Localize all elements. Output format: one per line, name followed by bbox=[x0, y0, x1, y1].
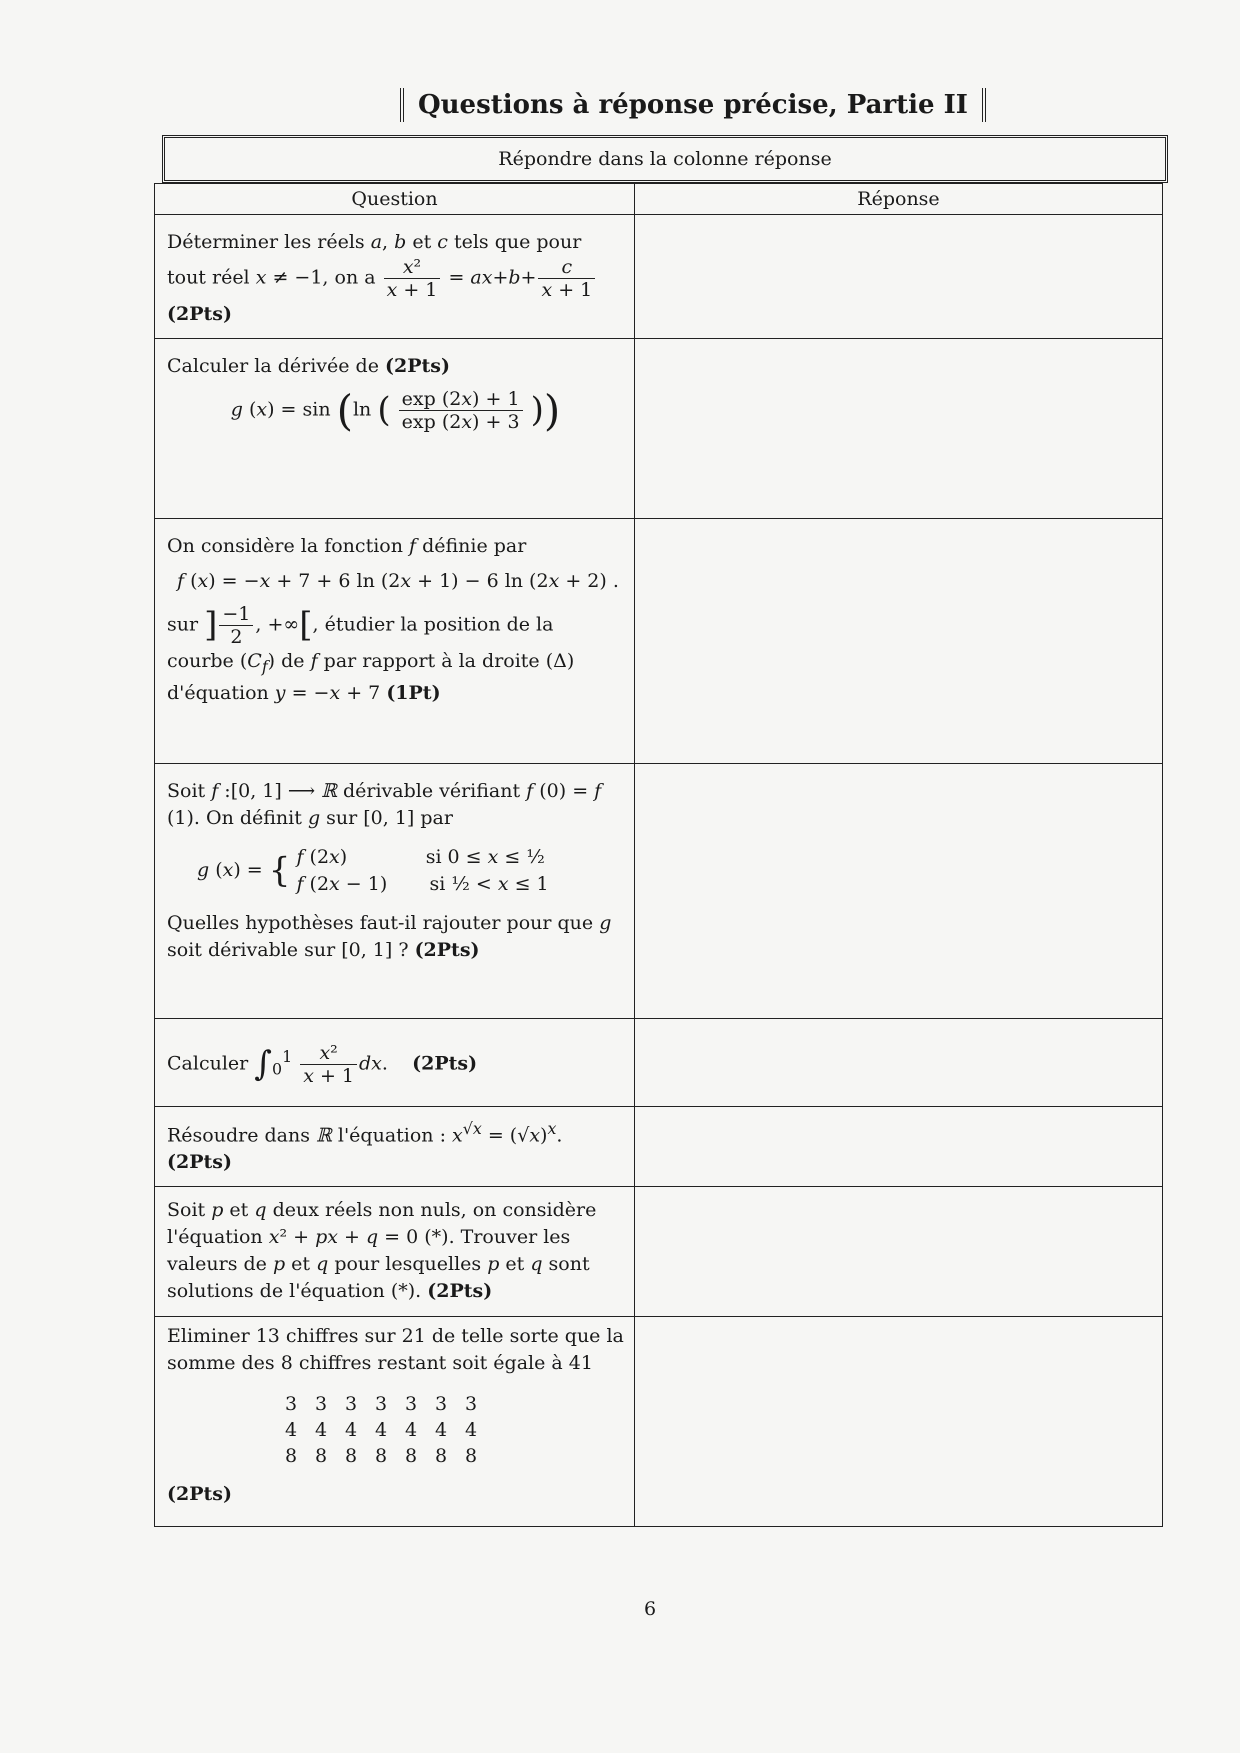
points-q3: (1Pt) bbox=[386, 681, 441, 704]
header-question: Question bbox=[155, 184, 635, 215]
table-row bbox=[155, 1317, 1163, 1527]
page-title: Questions à réponse précise, Partie II bbox=[400, 88, 986, 122]
points-q7: (2Pts) bbox=[427, 1280, 493, 1303]
points-q6: (2Pts) bbox=[167, 1151, 232, 1174]
points-q1: (2Pts) bbox=[167, 303, 232, 325]
question-4: Soit f :[0, 1] ⟶ ℝ dérivable vérifiant f (0) = f (1). On définit g sur [0, 1] par g (x) = { f (2x) si 0 ≤ x ≤ ½ f (2x − 1) si ½ < x ≤ 1 Quelles hypothèses faut-il rajouter pour que g soit dérivable sur [0, 1] ? (2Pts) bbox=[155, 764, 635, 1019]
answer-cell-7[interactable] bbox=[635, 1187, 1163, 1317]
points-q5: (2Pts) bbox=[412, 1052, 478, 1075]
question-sheet bbox=[150, 135, 1160, 1527]
question-7: Soit p et q deux réels non nuls, on considère l'équation x² + px + q = 0 (*). Trouver les valeurs de p et q pour lesquelles p et q sont solutions de l'équation (*). (2Pts) bbox=[155, 1187, 635, 1317]
question-2: Calculer la dérivée de (2Pts) g (x) = sin (ln ( $\frac{\exp (2x) + 1}{\exp (2x) + 3}$ )) bbox=[155, 339, 635, 519]
question-6: Résoudre dans ℝ l'équation : $x^{√x} = (√x)^x$. (2Pts) bbox=[155, 1107, 635, 1187]
table-row bbox=[155, 1107, 1163, 1187]
instruction-banner: Répondre dans la colonne réponse bbox=[162, 135, 1168, 183]
table-header-row bbox=[155, 184, 1163, 215]
answer-cell-1[interactable] bbox=[635, 215, 1163, 339]
digit-row-2: 4 4 4 4 4 4 4 bbox=[285, 1419, 478, 1442]
answer-cell-3[interactable] bbox=[635, 519, 1163, 764]
table-row bbox=[155, 339, 1163, 519]
question-3: On considère la fonction f définie par f (x) = −x + 7 + 6 ln (2x + 1) − 6 ln (2x + 2) . sur ] $\frac{-1}{2}$ , +∞[, étudier la position de la courbe $(C_f)$ de f par rapport à la droite (Δ) d'équation y = −x + 7 (1Pt) bbox=[155, 519, 635, 764]
table-row bbox=[155, 215, 1163, 339]
digit-grid bbox=[285, 1391, 624, 1469]
table-row bbox=[155, 764, 1163, 1019]
header-answer: Réponse bbox=[635, 184, 1163, 215]
points-q4: (2Pts) bbox=[414, 939, 480, 961]
digit-row-1: 3 3 3 3 3 3 3 bbox=[285, 1393, 478, 1416]
answer-cell-5[interactable] bbox=[635, 1019, 1163, 1107]
points-q8: (2Pts) bbox=[167, 1483, 232, 1506]
answer-cell-4[interactable] bbox=[635, 764, 1163, 1019]
digit-row-3: 8 8 8 8 8 8 8 bbox=[285, 1445, 478, 1468]
points-q2: (2Pts) bbox=[385, 355, 450, 377]
question-5: Calculer $\int_0^1$ $\frac{\text{x²}}{x + 1}$ dx. (2Pts) bbox=[155, 1019, 635, 1107]
question-1: Déterminer les réels a, b et c tels que pour tout réel x ≠ −1, on a $\frac{\text{x²}}{x + 1}$ = ax+b+ $\frac{c}{x + 1}$ (2Pts) bbox=[155, 215, 635, 339]
question-table bbox=[154, 183, 1163, 1527]
table-row bbox=[155, 1019, 1163, 1107]
page-number: 6 bbox=[644, 1598, 657, 1620]
answer-cell-6[interactable] bbox=[635, 1107, 1163, 1187]
answer-cell-8[interactable] bbox=[635, 1317, 1163, 1527]
table-row bbox=[155, 1187, 1163, 1317]
table-row bbox=[155, 519, 1163, 764]
question-8: Eliminer 13 chiffres sur 21 de telle sorte que la somme des 8 chiffres restant soit égale à 41 3 3 3 3 3 3 3 4 4 4 4 4 4 4 8 8 8 8 8 8 8 (2Pts) bbox=[155, 1317, 635, 1527]
answer-cell-2[interactable] bbox=[635, 339, 1163, 519]
